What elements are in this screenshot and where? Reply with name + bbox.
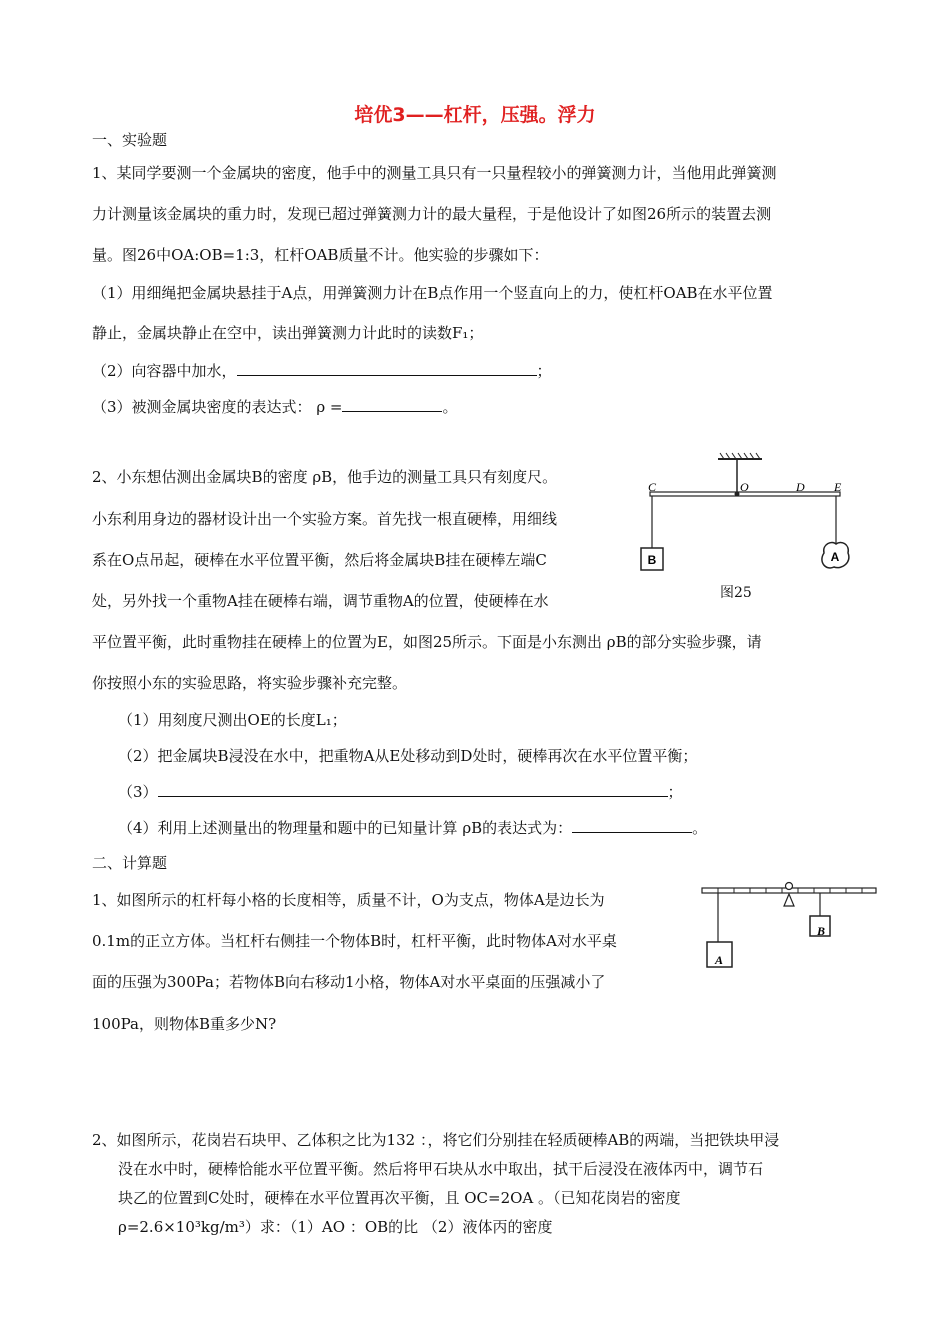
c1-line-3: 面的压强为300Pa；若物体B向右移动1小格，物体A对水平桌面的压强减小了: [92, 973, 606, 991]
label-c: C: [648, 480, 657, 494]
q2-line-6: 你按照小东的实验思路，将实验步骤补充完整。: [92, 674, 408, 692]
page-title: 培优3——杠杆，压强。浮力: [354, 104, 596, 126]
figure-caption: 图25: [720, 585, 752, 601]
c2-line-3: 块乙的位置到C处时，硬棒在水平位置再次平衡，且 OC=2OA 。（已知花岗岩的密度: [118, 1189, 681, 1207]
figure-lever-ab: [700, 880, 880, 972]
label-b: B: [647, 553, 657, 567]
q2-line-5: 平位置平衡，此时重物挂在硬棒上的位置为E，如图25所示。下面是小东测出 ρB的部分实验步骤，请: [92, 633, 762, 651]
q1-line-3: 量。图26中OA:OB=1:3，杠杆OAB质量不计。他实验的步骤如下：: [92, 246, 549, 264]
c1-line-1: 1、如图所示的杠杆每小格的长度相等，质量不计，O为支点，物体A是边长为: [92, 891, 605, 909]
q1-step-2: [92, 361, 552, 381]
c1-line-2: 0.1m的正立方体。当杠杆右侧挂一个物体B时，杠杆平衡，此时物体A对水平桌: [92, 932, 617, 950]
q2-line-1: 2、小东想估测出金属块B的密度 ρB，他手边的测量工具只有刻度尺。: [92, 468, 558, 486]
q1-line-4: （1）用细绳把金属块悬挂于A点，用弹簧测力计在B点作用一个竖直向上的力，使杠杆OAB在水平位置: [92, 284, 773, 302]
answer-blank[interactable]: [342, 397, 442, 412]
q2-step-4-text: （4）利用上述测量出的物理量和题中的已知量计算 ρB的表达式为：: [118, 819, 573, 837]
label-d: D: [796, 480, 805, 494]
label-e: E: [834, 480, 842, 494]
q2-step-2: （2）把金属块B浸没在水中，把重物A从E处移动到D处时，硬棒再次在水平位置平衡；: [118, 747, 698, 765]
label-a: A: [830, 550, 840, 564]
lever-ab-diagram: [700, 880, 880, 972]
label-b: B: [816, 924, 826, 938]
answer-blank[interactable]: [572, 818, 692, 833]
q1-step-3: [92, 397, 457, 417]
section-heading-experiment: 一、实验题: [92, 131, 168, 149]
q2-step-3-end: ；: [667, 783, 683, 801]
q2-line-3: 系在O点吊起，硬棒在水平位置平衡，然后将金属块B挂在硬棒左端C: [92, 551, 547, 569]
label-o: O: [740, 480, 749, 494]
q1-step-2-end: ；: [536, 362, 552, 380]
section-heading-calculation: 二、计算题: [92, 854, 168, 872]
answer-blank[interactable]: [158, 782, 668, 797]
q1-line-1: 1、某同学要测一个金属块的密度，他手中的测量工具只有一只量程较小的弹簧测力计，当他用此弹簧测: [92, 164, 777, 182]
q1-line-2: 力计测量该金属块的重力时，发现已超过弹簧测力计的最大量程，于是他设计了如图26所示的装置去测: [92, 205, 772, 223]
c1-line-4: 100Pa，则物体B重多少N?: [92, 1015, 277, 1033]
q2-line-2: 小东利用身边的器材设计出一个实验方案。首先找一根直硬棒，用细线: [92, 510, 558, 528]
c2-line-1: 2、如图所示，花岗岩石块甲、乙体积之比为132 ：，将它们分别挂在轻质硬棒AB的两端，当把铁块甲浸: [92, 1131, 780, 1149]
label-a: A: [714, 953, 724, 967]
lever-diagram: [636, 452, 858, 576]
q2-step-1: （1）用刻度尺测出OE的长度L₁；: [118, 711, 347, 729]
figure-25: [636, 452, 858, 601]
c2-line-2: 没在水中时，硬棒恰能水平位置平衡。然后将甲石块从水中取出，拭干后浸没在液体丙中，调节石: [118, 1160, 764, 1178]
q2-step-3-text: （3）: [118, 783, 158, 801]
q2-step-4-end: 。: [692, 819, 708, 837]
q1-step-2-text: （2）向容器中加水，: [92, 362, 237, 380]
answer-blank[interactable]: [237, 361, 537, 376]
c2-line-4: ρ=2.6×10³kg/m³）求：（1）AO ：OB的比 （2）液体丙的密度: [118, 1218, 553, 1236]
q2-step-4: [118, 818, 707, 838]
q2-step-3: [118, 782, 683, 802]
q1-step-3-text: （3）被测金属块密度的表达式： ρ =: [92, 398, 343, 416]
q1-line-5: 静止，金属块静止在空中，读出弹簧测力计此时的读数F₁；: [92, 324, 484, 342]
q1-step-3-end: 。: [442, 398, 458, 416]
q2-line-4: 处，另外找一个重物A挂在硬棒右端，调节重物A的位置，使硬棒在水: [92, 592, 549, 610]
